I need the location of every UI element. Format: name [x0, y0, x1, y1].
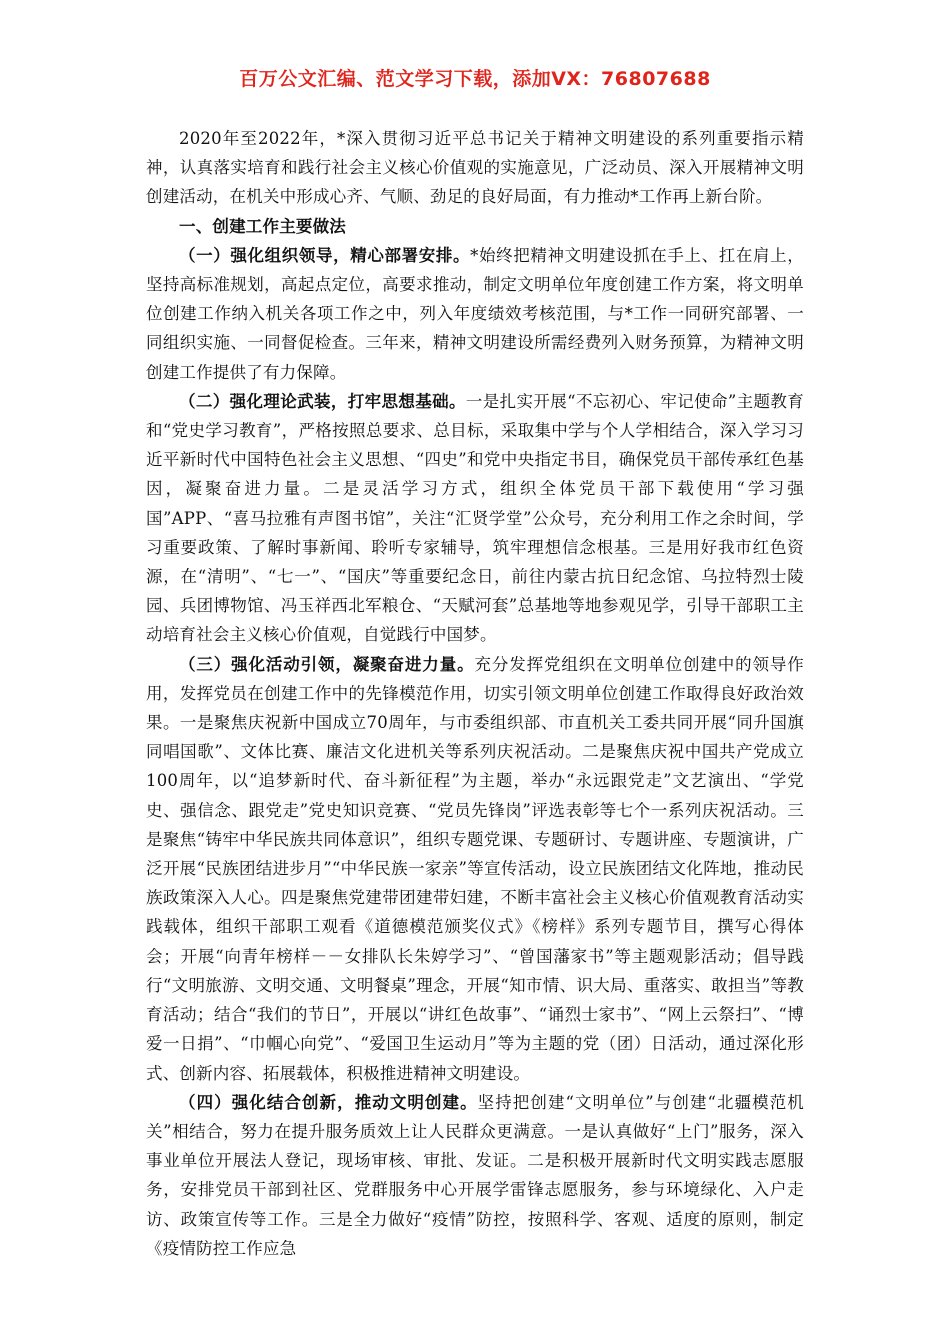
- paragraph-text: *始终把精神文明建设抓在手上、扛在肩上，坚持高标准规划，高起点定位，高要求推动，制定文明单位年度创建工作方案，将文明单位创建工作纳入机关各项工作之中，列入年度绩效考核范围，与*工作一同研究部署、一同组织实施、一同督促检查。三年来，精神文明建设所需经费列入财务预算，为精神文明创建工作提供了有力保障。: [146, 245, 805, 382]
- paragraph-text: 坚持把创建“文明单位”与创建“北疆模范机关”相结合，努力在提升服务质效上让人民群众更满意。一是认真做好“上门”服务，深入事业单位开展法人登记，现场审核、审批、发证。二是积极开展新时代文明实践志愿服务，安排党员干部到社区、党群服务中心开展学雷锋志愿服务，参与环境绿化、入户走访、政策宣传等工作。三是全力做好“疫情”防控，按照科学、客观、适度的原则，制定《疫情防控工作应急: [146, 1092, 804, 1258]
- paragraph-lead: （一）强化组织领导，精心部署安排。: [179, 245, 471, 265]
- body-paragraph-1: [146, 241, 804, 387]
- paragraph-lead: （四）强化结合创新，推动文明创建。: [179, 1092, 478, 1112]
- body-paragraph-3: [146, 650, 804, 1088]
- paragraph-lead: （二）强化理论武装，打牢思想基础。: [179, 391, 466, 411]
- body-paragraph-2: [146, 387, 804, 650]
- intro-paragraph: 2020年至2022年，*深入贯彻习近平总书记关于精神文明建设的系列重要指示精神，认真落实培育和践行社会主义核心价值观的实施意见，广泛动员、深入开展精神文明创建活动，在机关中形成心齐、气顺、劲足的良好局面，有力推动*工作再上新台阶。: [146, 129, 804, 207]
- paragraph-text: 一是扎实开展“不忘初心、牢记使命”主题教育和“党史学习教育”，严格按照总要求、总目标，采取集中学与个人学相结合，深入学习习近平新时代中国特色社会主义思想、“四史”和党中央指定书目，确保党员干部传承红色基因，凝聚奋进力量。二是灵活学习方式，组织全体党员干部下载使用“学习强国”APP、“喜马拉雅有声图书馆”，关注“汇贤学堂”公众号，充分利用工作之余时间，学习重要政策、了解时事新闻、聆听专家辅导，筑牢理想信念根基。三是用好我市红色资源，在“清明”、“七一”、“国庆”等重要纪念日，前往内蒙古抗日纪念馆、乌拉特烈士陵园、兵团博物馆、冯玉祥西北军粮仓、“天赋河套”总基地等地参观见学，引导干部职工主动培育社会主义核心价值观，自觉践行中国梦。: [146, 391, 804, 645]
- paragraph-lead: （三）强化活动引领，凝聚奋进力量。: [179, 654, 475, 674]
- document-body: [146, 124, 804, 1263]
- paragraph-text: 充分发挥党组织在文明单位创建中的领导作用，发挥党员在创建工作中的先锋模范作用，切实引领文明单位创建工作取得良好政治效果。一是聚焦庆祝新中国成立70周年，与市委组织部、市直机关工委共同开展“同升国旗同唱国歌”、文体比赛、廉洁文化进机关等系列庆祝活动。二是聚焦庆祝中国共产党成立100周年，以“追梦新时代、奋斗新征程”为主题，举办“永远跟党走”文艺演出、“学党史、强信念、跟党走”党史知识竞赛、“党员先锋岗”评选表彰等七个一系列庆祝活动。三是聚焦“铸牢中华民族共同体意识”，组织专题党课、专题研讨、专题讲座、专题演讲，广泛开展“民族团结进步月”“中华民族一家亲”等宣传活动，设立民族团结文化阵地，推动民族政策深入人心。四是聚焦党建带团建带妇建，不断丰富社会主义核心价值观教育活动实践载体，组织干部职工观看《道德模范颁奖仪式》《榜样》系列专题节目，撰写心得体会；开展“向青年榜样－－女排队长朱婷学习”、“曾国藩家书”等主题观影活动；倡导践行“文明旅游、文明交通、文明餐桌”理念，开展“知市情、识大局、重落实、敢担当”等教育活动；结合“我们的节日”，开展以“讲红色故事”、“诵烈士家书”、“网上云祭扫”、“博爱一日捐”、“巾帼心向党”、“爱国卫生运动月”等为主题的党（团）日活动，通过深化形式、创新内容、拓展载体，积极推进精神文明建设。: [146, 654, 804, 1083]
- body-paragraph-4: [146, 1088, 804, 1263]
- section-heading: 一、创建工作主要做法: [179, 216, 346, 236]
- watermark-banner: 百万公文汇编、范文学习下载，添加VX：76807688: [239, 68, 711, 90]
